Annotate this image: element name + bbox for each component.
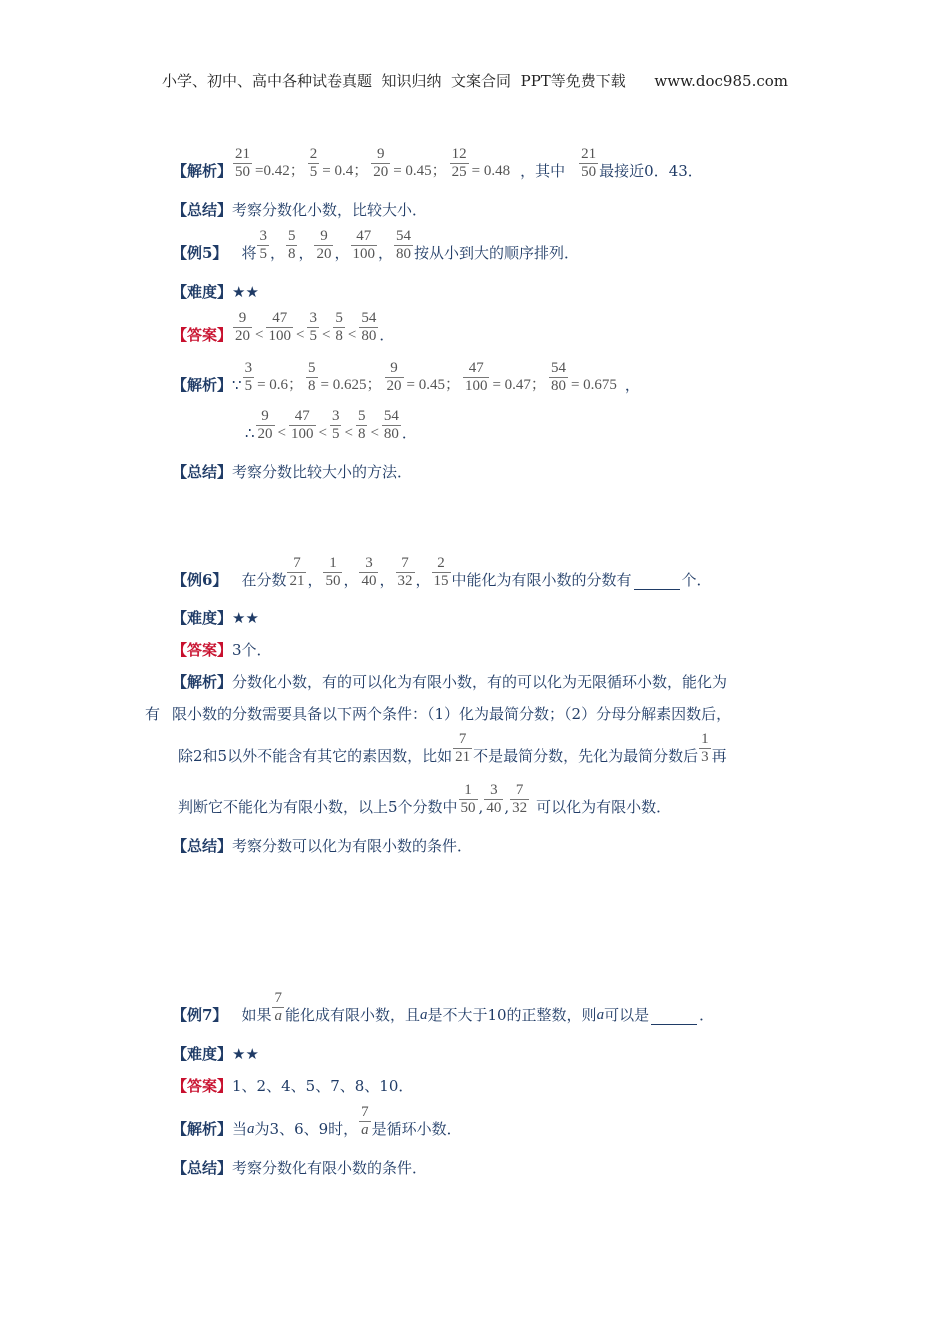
difficulty-line [172, 608, 259, 628]
example-tag: 【例5】 [172, 244, 228, 262]
summary-text: 考察分数化小数，比较大小． [232, 201, 428, 219]
example-tag: 【例6】 [172, 571, 228, 589]
star-icon: ★★ [232, 609, 259, 627]
value-text: =0.42； [255, 163, 305, 179]
fraction: $\frac{9}{20}$ [386, 360, 402, 394]
analysis-line-6c [178, 731, 727, 766]
answer-blank[interactable] [651, 1008, 697, 1025]
answer-text: 3个． [232, 641, 272, 659]
fraction: $\frac{21}{50}$ [235, 146, 251, 180]
fraction: $\frac{1}{3}$ [701, 731, 709, 765]
page-header: 小学、初中、高中各种试卷真题 知识归纳 文案合同 PPT等免费下载 www.doc985.com [161, 72, 788, 90]
fraction: $\frac{1}{50}$ [325, 555, 341, 589]
difficulty-tag: 【难度】 [172, 609, 233, 627]
summary-text: 考察分数可以化为有限小数的条件． [232, 837, 473, 855]
difficulty-line [172, 1044, 259, 1064]
text: 可以是 [604, 1006, 650, 1024]
fraction: $\frac{9}{20}$ [373, 146, 389, 180]
text: 分数化小数，有的可以化为有限小数，有的可以化为无限循环小数，能化为 [232, 673, 728, 691]
summary-tag: 【总结】 [172, 837, 233, 855]
fraction: $\frac{5}{8}$ [335, 310, 343, 344]
fraction: $\frac{47}{100}$ [352, 228, 375, 262]
analysis-line-7: 【解析】 当 a 为3、6、9时， $\frac{7}{a}$ 是循环小数． [172, 1104, 462, 1138]
star-icon: ★★ [232, 283, 259, 301]
text: 不是最简分数，先化为最简分数后 [473, 747, 699, 765]
fraction: $\frac{2}{15}$ [433, 555, 449, 589]
text: 是循环小数． [371, 1120, 462, 1138]
fraction: $\frac{21}{50}$ [581, 146, 597, 180]
fraction: $\frac{7}{21}$ [455, 731, 471, 765]
fraction: $\frac{47}{100}$ [268, 310, 291, 344]
fraction: $\frac{12}{25}$ [451, 146, 467, 180]
text: 限小数的分数需要具备以下两个条件：（1）化为最简分数；（2）分母分解素因数后， [172, 705, 732, 723]
analysis-tag: 【解析】 [172, 376, 233, 394]
fraction: $\frac{9}{20}$ [257, 408, 273, 442]
difficulty-tag: 【难度】 [172, 283, 233, 301]
fraction: $\frac{54}{80}$ [361, 310, 377, 344]
text: 如果 [241, 1006, 272, 1024]
analysis-line-6b [145, 704, 731, 724]
text: 能化成有限小数，且 [284, 1006, 420, 1024]
text: 当 [232, 1120, 248, 1138]
answer-line-7 [172, 1076, 413, 1096]
text: 按从小到大的顺序排列． [414, 244, 580, 262]
summary-tag: 【总结】 [172, 201, 233, 219]
value-text: = 0.45； [393, 163, 447, 179]
difficulty-tag: 【难度】 [172, 1045, 233, 1063]
fraction: $\frac{7}{a}$ [361, 1104, 369, 1138]
fraction: $\frac{54}{80}$ [550, 360, 566, 394]
fraction: $\frac{5}{8}$ [357, 408, 366, 442]
answer-line-6 [172, 640, 272, 660]
because-symbol: ∵ [232, 376, 242, 394]
answer-text: 1、2、4、5、7、8、10． [232, 1077, 414, 1095]
fraction: $\frac{3}{5}$ [331, 408, 340, 442]
text: 为3、6、9时， [254, 1120, 359, 1138]
fraction: $\frac{3}{5}$ [309, 310, 317, 344]
text: ，其中 [520, 162, 566, 180]
answer-tag: 【答案】 [172, 1077, 233, 1095]
fraction: $\frac{2}{5}$ [309, 146, 318, 180]
difficulty-line [172, 282, 259, 302]
text: 再 [711, 747, 727, 765]
example-tag: 【例7】 [172, 1006, 228, 1024]
example-7-question: 【例7】 如果 $\frac{7}{a}$ 能化成有限小数，且 a 是不大于10的正整数，则 a 可以是 ． [172, 990, 715, 1024]
star-icon: ★★ [232, 1045, 259, 1063]
therefore-symbol: ∴ [245, 424, 255, 442]
text: 除2和5以外不能含有其它的素因数，比如 [178, 747, 453, 765]
text: 判断它不能化为有限小数，以上5个分数中 [178, 798, 458, 816]
value-text: = 0.48 [471, 163, 511, 179]
answer-tag: 【答案】 [172, 641, 233, 659]
fraction: $\frac{7}{a}$ [274, 990, 282, 1024]
fraction: $\frac{7}{32}$ [512, 782, 528, 816]
answer-line-5: 【答案】 $\frac{9}{20}$ < $\frac{47}{100}$ < $\frac{3}{5}$ < $\frac{5}{8}$ < $\frac{54}{80}$ ． [172, 310, 395, 344]
summary-line-6 [172, 836, 472, 856]
fraction: $\frac{7}{32}$ [397, 555, 413, 589]
text: 将 [241, 244, 257, 262]
summary-line-7 [172, 1158, 427, 1178]
analysis-line-6a [172, 672, 727, 692]
value-text: = 0.4； [322, 163, 369, 179]
analysis-line-6d: 判断它不能化为有限小数，以上5个分数中 $\frac{1}{50}$ , $\frac{3}{40}$ , $\frac{7}{32}$ 可以化为有限小数． [178, 782, 672, 816]
fraction: $\frac{47}{100}$ [464, 360, 488, 394]
analysis-tag: 【解析】 [172, 162, 233, 180]
analysis-line-1 [172, 146, 703, 181]
summary-line-1 [172, 200, 427, 220]
summary-text: 考察分数比较大小的方法． [232, 463, 413, 481]
text: 在分数 [241, 571, 287, 589]
text: 是不大于10的正整数，则 [427, 1006, 597, 1024]
example-6-question: 【例6】 在分数 $\frac{7}{21}$ ， $\frac{1}{50}$ ， $\frac{3}{40}$ ， $\frac{7}{32}$ ， $\frac{2}{15}$ 中能化为有限小数的分数有 个． [172, 555, 712, 589]
fraction: $\frac{1}{50}$ [460, 782, 476, 816]
answer-blank[interactable] [634, 573, 680, 590]
fraction: $\frac{3}{5}$ [259, 228, 267, 262]
fraction: $\frac{3}{40}$ [361, 555, 377, 589]
fraction: $\frac{3}{40}$ [486, 782, 502, 816]
answer-tag: 【答案】 [172, 326, 233, 344]
text: 中能化为有限小数的分数有 [451, 571, 632, 589]
fraction: $\frac{5}{8}$ [287, 228, 296, 262]
text: 可以化为有限小数． [536, 798, 672, 816]
summary-line-5 [172, 462, 412, 482]
fraction: $\frac{9}{20}$ [235, 310, 251, 344]
fraction: $\frac{47}{100}$ [291, 408, 314, 442]
fraction: $\frac{7}{21}$ [289, 555, 305, 589]
fraction: $\frac{54}{80}$ [383, 408, 399, 442]
summary-tag: 【总结】 [172, 1159, 233, 1177]
analysis-tag: 【解析】 [172, 673, 233, 691]
summary-text: 考察分数化有限小数的条件． [232, 1159, 428, 1177]
text: 有 [145, 705, 161, 723]
fraction: $\frac{9}{20}$ [316, 228, 332, 262]
text: 最接近0．43． [599, 162, 703, 180]
text: 个． [681, 571, 712, 589]
fraction: $\frac{3}{5}$ [244, 360, 253, 394]
analysis-line-5b: ∴ $\frac{9}{20}$ < $\frac{47}{100}$ < $\frac{3}{5}$ < $\frac{5}{8}$ < $\frac{54}{80}$ ． [245, 408, 417, 442]
example-5-question: 【例5】 将 $\frac{3}{5}$ ， $\frac{5}{8}$ ， $\frac{9}{20}$ ， $\frac{47}{100}$ ， $\frac{54}{80}$ 按从小到大的顺序排列． [172, 228, 580, 262]
fraction: $\frac{5}{8}$ [308, 360, 316, 394]
fraction: $\frac{54}{80}$ [396, 228, 412, 262]
analysis-tag: 【解析】 [172, 1120, 233, 1138]
summary-tag: 【总结】 [172, 463, 233, 481]
analysis-line-5a: 【解析】 ∵ $\frac{3}{5}$ = 0.6； $\frac{5}{8}$ = 0.625； $\frac{9}{20}$ = 0.45； $\frac{47}{100}$ = 0.47； $\frac{54}{80}$ = 0.675 ， [172, 360, 640, 394]
